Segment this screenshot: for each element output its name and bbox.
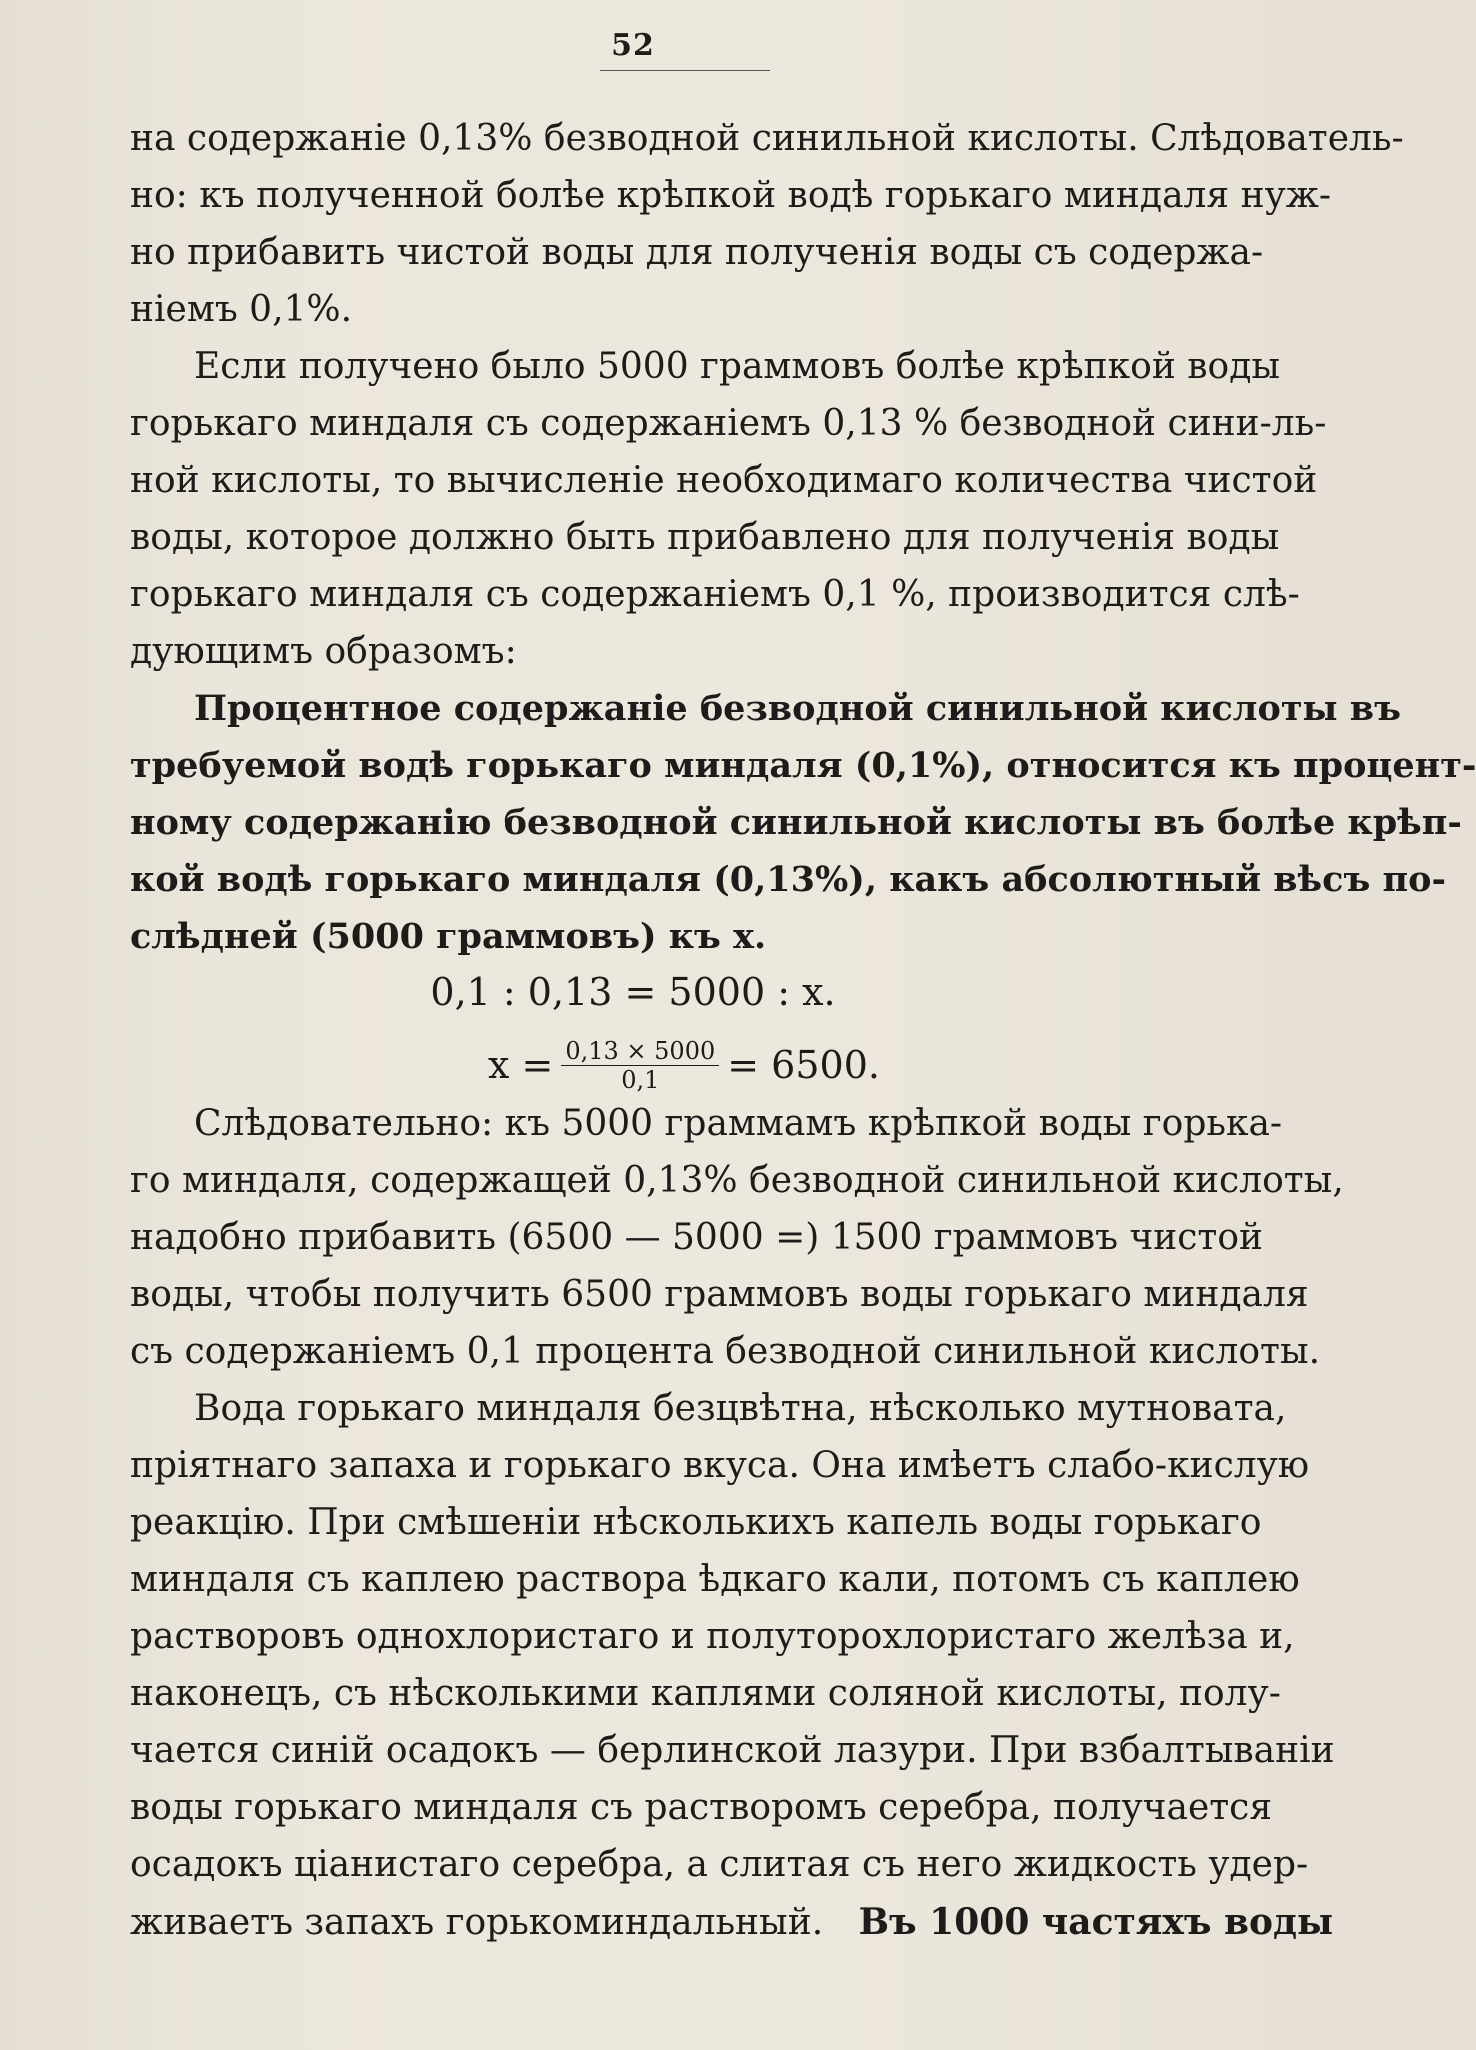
text-line: но: къ полученной болѣе крѣпкой водѣ горькаго миндаля нуж- — [130, 175, 1332, 216]
solution-equation — [0, 1020, 1266, 1110]
proportion-equation: 0,1 : 0,13 = 5000 : x. — [430, 970, 836, 1014]
fraction-numerator: 0,13 × 5000 — [561, 1037, 719, 1066]
header-rule — [600, 70, 770, 71]
text-line: наконецъ, съ нѣсколькими каплями соляной кислоты, полу- — [130, 1673, 1281, 1714]
fraction — [561, 1037, 719, 1094]
bold-text-line: кой водѣ горькаго миндаля (0,13%), какъ абсолютный вѣсъ по- — [130, 859, 1447, 900]
text-line: Слѣдовательно: къ 5000 граммамъ крѣпкой воды горька- — [194, 1103, 1283, 1144]
text-line: го миндаля, содержащей 0,13% безводной синильной кислоты, — [130, 1160, 1344, 1201]
text-line: надобно прибавить (6500 — 5000 =) 1500 граммовъ чистой — [130, 1217, 1263, 1258]
text-line: ніемъ 0,1%. — [130, 289, 353, 330]
text-line: воды, чтобы получить 6500 граммовъ воды горькаго миндаля — [130, 1274, 1309, 1315]
text-line: Вода горькаго миндаля безцвѣтна, нѣсколько мутновата, — [194, 1388, 1287, 1429]
text-line: пріятнаго запаха и горькаго вкуса. Она имѣетъ слабо-кислую — [130, 1445, 1310, 1486]
bold-text-line: требуемой водѣ горькаго миндаля (0,1%), относится къ процент- — [130, 745, 1476, 786]
text-line: на содержаніе 0,13% безводной синильной кислоты. Слѣдователь- — [130, 118, 1404, 159]
text-line: горькаго миндаля съ содержаніемъ 0,13 % безводной сини-ль- — [130, 403, 1327, 444]
fraction-denominator: 0,1 — [621, 1065, 660, 1094]
text-line: Если получено было 5000 граммовъ болѣе крѣпкой воды — [194, 346, 1281, 387]
bold-text-line: слѣдней (5000 граммовъ) къ x. — [130, 916, 767, 957]
bold-text-line: ному содержанію безводной синильной кислоты въ болѣе крѣп- — [130, 802, 1462, 843]
text-line: дующимъ образомъ: — [130, 631, 517, 672]
bold-text-line: Процентное содержаніе безводной синильной кислоты въ — [194, 688, 1401, 729]
text-line: горькаго миндаля съ содержаніемъ 0,1 %, производится слѣ- — [130, 574, 1300, 615]
text-line: съ содержаніемъ 0,1 процента безводной синильной кислоты. — [130, 1331, 1321, 1372]
text-line: воды горькаго миндаля съ растворомъ серебра, получается — [130, 1787, 1273, 1828]
text-line: чается синій осадокъ — берлинской лазури. При взбалтываніи — [130, 1730, 1335, 1771]
text-line: ной кислоты, то вычисленіе необходимаго количества чистой — [130, 460, 1318, 501]
text-line: растворовъ однохлористаго и полуторохлористаго желѣза и, — [130, 1616, 1295, 1657]
text-line: воды, которое должно быть прибавлено для полученія воды — [130, 517, 1280, 558]
text-line: реакцію. При смѣшеніи нѣсколькихъ капель воды горькаго — [130, 1502, 1262, 1543]
text-line-final-regular: живаетъ запахъ горькоминдальный. — [130, 1902, 824, 1943]
text-line-final — [130, 1898, 1334, 1948]
equation-rhs: = 6500. — [727, 1043, 880, 1087]
text-line-final-bold: Въ 1000 частяхъ воды — [858, 1901, 1334, 1943]
equation-lhs: x = — [488, 1043, 554, 1087]
text-line: но прибавить чистой воды для полученія воды съ содержа- — [130, 232, 1264, 273]
text-line: миндаля съ каплею раствора ѣдкаго кали, потомъ съ каплею — [130, 1559, 1300, 1600]
page-number: 52 — [611, 28, 655, 63]
text-line: осадокъ ціанистаго серебра, а слитая съ него жидкость удер- — [130, 1844, 1309, 1885]
